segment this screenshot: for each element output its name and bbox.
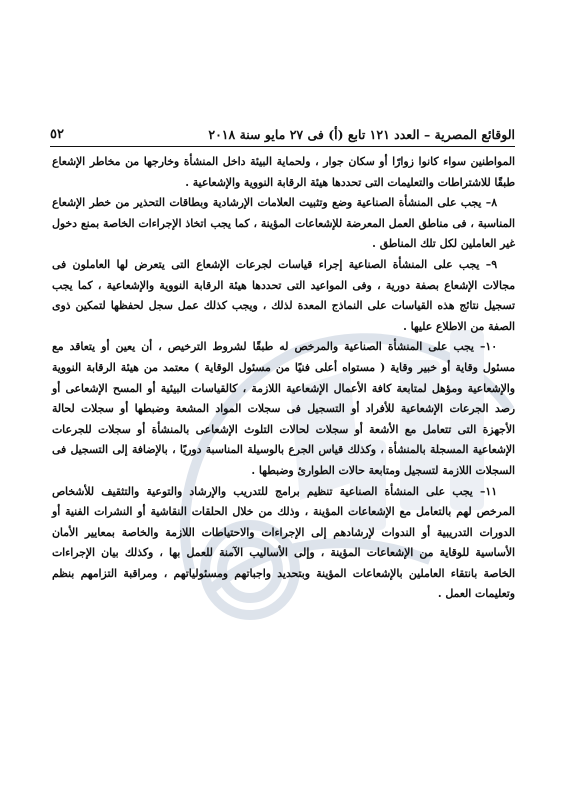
paragraph-item-9: ٩– يجب على المنشأة الصناعية إجراء قياسات لجرعات الإشعاع التى يتعرض لها العاملون فى مجالات الإشعاع بصفة دورية ، وفى المواعيد التى تحددها هيئة الرقابة النووية والإشعاعية ، كما يجب تسجيل نتائج هذه القياسات على النماذج المعدة لذلك ، ويجب كذلك عمل سجل لحفظها لتمكين ذوى الصفة من الاطلاع عليها . (52, 257, 515, 333)
paragraph-item-8: ٨– يجب على المنشأة الصناعية وضع وتثبيت العلامات الإرشادية وبطاقات التحذير من خطر الإشعاع المناسبة ، فى مناطق العمل المعرضة للإشعاعات المؤينة ، كما يجب اتخاذ الإجراءات الخاصة بمنع دخول غير العاملين لكل تلك المناطق . (52, 196, 515, 251)
page-number: ٥٢ (50, 127, 64, 142)
body-text (52, 152, 515, 605)
paragraph-item-11: ١١– يجب على المنشأة الصناعية تنظيم برامج للتدريب والإرشاد والتوعية والتثقيف للأشخاص المرخص لهم بالتعامل مع الإشعاعات المؤينة ، وذلك من خلال الحلقات النقاشية أو النشرات الفنية أو الدورات التدريبية أو الندوات لإرشادهم إلى الإجراءات والاحتياطات اللازمة والخاصة بمعايير الأمان الأساسية للوقاية من الإشعاعات المؤينة ، وإلى الأساليب الآمنة للعمل بها ، وكذلك بيان الإجراءات الخاصة بانتقاء العاملين بالإشعاعات المؤينة وبتحديد واجباتهم ومسئولياتهم ، ومراقبة التزامهم بنظم وتعليمات العمل . (52, 484, 515, 601)
page-header (50, 120, 515, 147)
running-title: الوقائع المصرية – العدد ١٢١ تابع (أ) فى ٢٧ مايو سنة ٢٠١٨ (208, 127, 515, 142)
paragraph-continuation: المواطنين سواء كانوا زوارًا أو سكان جوار ، ولحماية البيئة داخل المنشأة وخارجها من مخاطر الإشعاع طبقًا للاشتراطات والتعليمات التى تحددها هيئة الرقابة النووية والإشعاعية . (52, 155, 515, 189)
paragraph-item-10: ١٠– يجب على المنشأة الصناعية والمرخص له طبقًا لشروط الترخيص ، أن يعين أو يتعاقد مع مسئول وقاية أو خبير وقاية ( مستواه أعلى فنيًا من مسئول الوقاية ) معتمد من هيئة الرقابة النووية والإشعاعية ومؤهل لمتابعة كافة الأعمال الإشعاعية اللازمة ، كالقياسات البيئية أو المسح الإشعاعى أو رصد الجرعات الإشعاعية للأفراد أو التسجيل فى سجلات المواد المشعة وضبطها أو سجلات لحالة الأجهزة التى تتعامل مع الأشعة أو سجلات لحالات التلوث الإشعاعى بالمنشأة أو سجلات للجرعات الإشعاعية المسجلة بالمنشأة ، وكذلك قياس الجرع بالوسيلة المناسبة دوريًا ، بالإضافة إلى التسجيل فى السجلات اللازمة لتسجيل ومتابعة حالات الطوارئ وضبطها . (52, 340, 515, 477)
